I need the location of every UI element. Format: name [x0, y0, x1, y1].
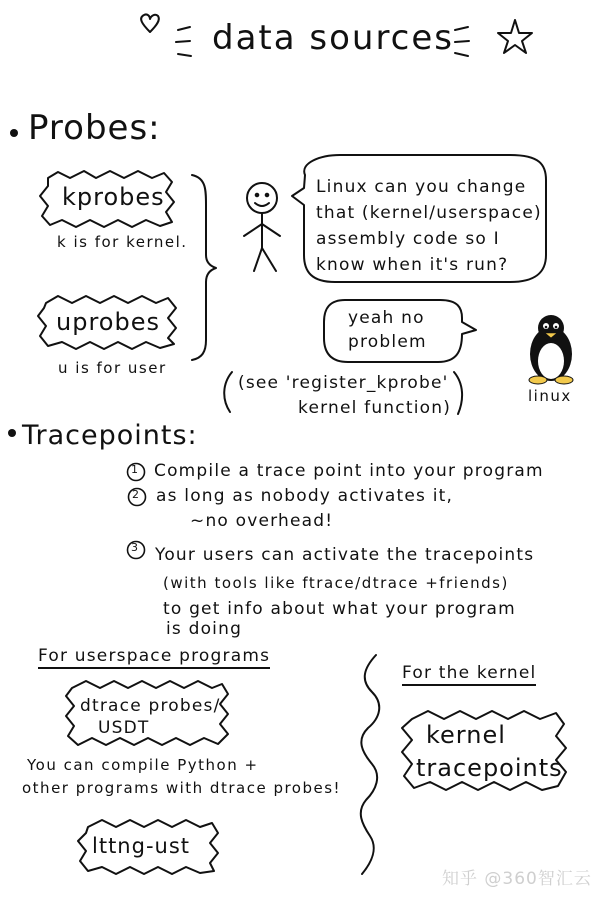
item-number-1: 1 [131, 463, 139, 476]
dtrace-caption-line1: You can compile Python + [27, 756, 259, 774]
tracepoints-heading: Tracepoints: [22, 420, 198, 451]
page-title: data sources [212, 18, 455, 58]
kernel-label-line2: tracepoints [416, 754, 563, 782]
lttng-label: lttng-ust [92, 834, 191, 858]
star-icon [498, 20, 532, 53]
probes-heading: Probes: [28, 108, 161, 148]
kprobe-note-line1: (see 'register_kprobe' [238, 373, 449, 393]
uprobes-caption: u is for user [58, 359, 167, 377]
tracepoint-item-3-line2: (with tools like ftrace/dtrace +friends) [163, 574, 509, 592]
tracepoint-item-2-line1: as long as nobody activates it, [156, 486, 454, 506]
item-number-2: 2 [132, 488, 140, 501]
tracepoint-item-3-line3: to get info about what your program [163, 599, 516, 619]
question-text: Linux can you change that (kernel/userspace) assembly code so I know when it's run? [316, 177, 542, 275]
kernel-heading: For the kernel [402, 663, 536, 686]
tux-penguin [529, 315, 573, 384]
stick-figure [244, 183, 280, 271]
item-number-3: 3 [131, 541, 139, 554]
wavy-divider [361, 655, 379, 874]
probes-brace [192, 175, 216, 360]
tracepoint-item-3-line4: is doing [166, 619, 243, 639]
userspace-heading: For userspace programs [38, 646, 270, 669]
uprobes-label: uprobes [56, 308, 160, 336]
answer-text: yeah no problem [348, 308, 427, 352]
heart-icon [141, 14, 159, 32]
kprobes-label: kprobes [62, 183, 165, 211]
tracepoint-item-3-line1: Your users can activate the tracepoints [155, 545, 535, 565]
linux-label: linux [528, 387, 572, 405]
kernel-label-line1: kernel [426, 721, 506, 749]
dtrace-caption-line2: other programs with dtrace probes! [22, 779, 342, 797]
watermark: 知乎 @360智汇云 [442, 869, 592, 889]
kprobe-note-line2: kernel function) [298, 398, 452, 418]
kprobes-caption: k is for kernel. [57, 233, 188, 251]
dtrace-label-line2: USDT [98, 718, 150, 738]
dtrace-label-line1: dtrace probes/ [80, 696, 221, 716]
tracepoint-item-1: Compile a trace point into your program [154, 461, 544, 481]
tracepoint-item-2-line2: ~no overhead! [190, 511, 334, 531]
